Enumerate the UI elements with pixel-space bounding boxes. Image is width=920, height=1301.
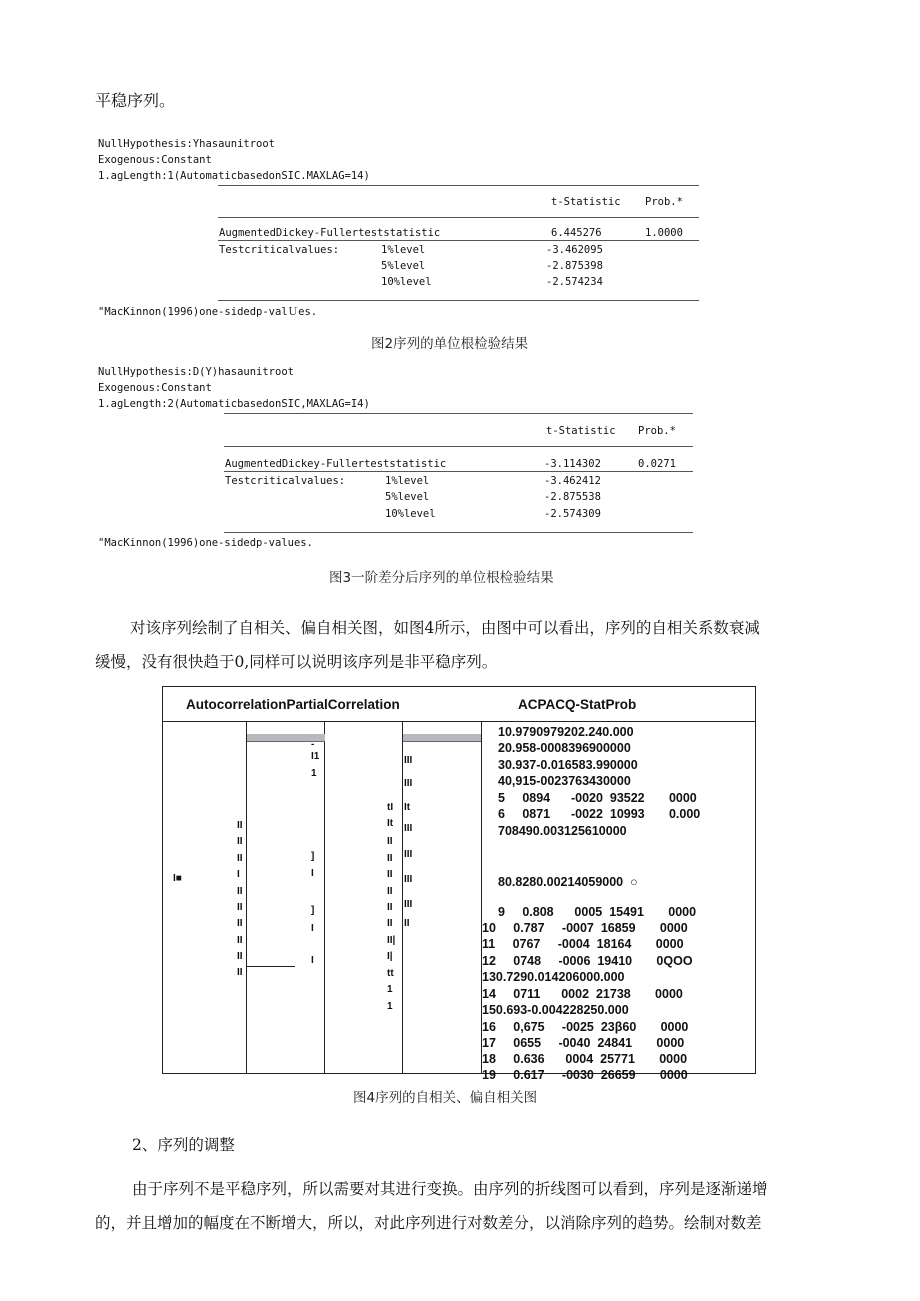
fig3-level-1: 1%level [385,475,430,487]
correlogram-mark: II [237,967,243,978]
correlogram-mark: It [387,818,394,829]
fig3-caption: 图3一阶差分后序列的单位根检验结果 [329,570,554,586]
correlogram-mark: II [237,853,243,864]
fig3-footnote: "MacKinnon(1996)one-sidedp-values. [98,537,313,549]
correlogram-row: 6 0871 -0022 10993 0.000 [498,807,701,821]
correlogram-row: 18 0.636 0004 25771 0000 [482,1052,688,1066]
acf-bar-bottom-line [247,966,295,967]
fig2-adf-rule [218,240,699,241]
fig2-top-rule [218,185,699,186]
fig2-col-prob: Prob.* [645,196,683,208]
section-heading: 2、序列的调整 [132,1136,235,1154]
fig3-value-1: -3.462412 [544,475,601,487]
correlogram-mark: tt [387,968,394,979]
correlogram-row: 40,915-0023763430000 [498,774,631,788]
correlogram-row: 80.8280.00214059000 ○ [498,875,638,889]
paragraph-2-line-2: 的，并且增加的幅度在不断增大，所以，对此序列进行对数差分，以消除序列的趋势。绘制对数差 [95,1214,762,1232]
correlogram-mark: II [387,853,393,864]
fig2-value-1: -3.462095 [546,244,603,256]
correlogram-mark: tI [387,802,394,813]
correlogram-mark: III [404,755,413,766]
fig3-level-10: 10%level [385,508,436,520]
correlogram-mark: I1 [311,751,320,762]
fig2-col-tstat: t-Statistic [551,196,621,208]
fig2-null-hypothesis: NullHypothesis:Yhasaunitroot [98,138,276,150]
correlogram-mark: I [237,869,240,880]
correlogram-mark: II [387,886,393,897]
fig2-header-rule [218,217,699,218]
correlogram-mark: II [237,951,243,962]
correlogram-row: 5 0894 -0020 93522 0000 [498,791,697,805]
correlogram-row: 12 0748 -0006 19410 0QOO [482,954,693,968]
correlogram-mark: ] [311,905,315,916]
correlogram-mark: I [311,868,314,879]
fig3-top-rule [224,413,693,414]
correlogram-row: 17 0655 -0040 24841 0000 [482,1036,685,1050]
correlogram-mark: III [404,823,413,834]
correlogram-row: 708490.003125610000 [498,824,627,838]
correlogram-mark: II| [387,935,396,946]
fig3-crit-label: Testcriticalvalues: [225,475,346,487]
fig3-value-5: -2.875538 [544,491,601,503]
fig2-exogenous: Exogenous:Constant [98,154,212,166]
fig3-adf-prob: 0.0271 [638,458,676,470]
intro-line: 平稳序列。 [95,91,176,110]
correlogram-mark: II [237,836,243,847]
correlogram-row: 130.7290.014206000.000 [482,970,625,984]
fig3-null-hypothesis: NullHypothesis:D(Y)hasaunitroot [98,366,294,378]
correlogram-mark: II [387,902,393,913]
fig2-level-1: 1%level [381,244,426,256]
correlogram-divider-1 [246,721,247,1073]
correlogram-header-left: AutocorrelationPartialCorrelation [186,697,400,712]
fig2-lag-length: 1.agLength:1(AutomaticbasedonSIC.MAXLAG=14) [98,170,370,182]
fig2-adf-prob: 1.0000 [645,227,683,239]
correlogram-divider-3 [402,721,403,1073]
correlogram-row: 150.693-0.004228250.000 [482,1003,629,1017]
fig3-exogenous: Exogenous:Constant [98,382,212,394]
fig3-col-tstat: t-Statistic [546,425,616,437]
correlogram-mark: - [311,739,315,750]
pacf-bar-top [403,734,481,742]
correlogram-mark: II [237,886,243,897]
correlogram-mark: II [387,918,393,929]
correlogram-row: 10.9790979202.240.000 [498,725,634,739]
correlogram-mark: II [404,918,410,929]
correlogram-mark: I| [387,951,393,962]
correlogram-mark: II [387,836,393,847]
fig2-adf-label: AugmentedDickey-Fullerteststatistic [219,227,441,239]
correlogram-mark: II [237,935,243,946]
fig2-caption: 图2序列的单位根检验结果 [371,336,529,352]
correlogram-mark: II [387,869,393,880]
correlogram-mark: III [404,874,413,885]
correlogram-mark: ] [311,851,315,862]
correlogram-mark: I [311,955,314,966]
correlogram-mark: II [237,902,243,913]
fig2-bottom-rule [218,300,699,301]
fig3-adf-tstat: -3.114302 [544,458,601,470]
correlogram-row: 11 0767 -0004 18164 0000 [482,937,684,951]
correlogram-divider-2 [324,721,325,1073]
fig3-header-rule [224,446,693,447]
fig2-crit-label: Testcriticalvalues: [219,244,340,256]
correlogram-row: 19 0.617 -0030 26659 0000 [482,1068,688,1082]
correlogram-header-right: ACPACQ-StatProb [518,697,637,712]
fig4-caption: 图4序列的自相关、偏自相关图 [353,1090,538,1106]
fig2-adf-tstat: 6.445276 [551,227,602,239]
correlogram-mark: 1 [387,984,393,995]
correlogram-mark: III [404,778,413,789]
fig3-adf-rule [224,471,693,472]
fig2-level-5: 5%level [381,260,426,272]
fig3-lag-length: 1.agLength:2(AutomaticbasedonSIC,MAXLAG=I4) [98,398,370,410]
correlogram-row: 9 0.808 0005 15491 0000 [498,905,697,919]
correlogram-row: 30.937-0.016583.990000 [498,758,638,772]
fig2-value-10: -2.574234 [546,276,603,288]
fig2-footnote: "MacKinnon(1996)one-sidedp-valＵes. [98,306,318,318]
correlogram-mark: 1 [311,768,317,779]
correlogram-mark: II [237,820,243,831]
fig2-level-10: 10%level [381,276,432,288]
correlogram-row: 16 0,675 -0025 23β60 0000 [482,1020,689,1034]
fig2-value-5: -2.875398 [546,260,603,272]
correlogram-header-rule [163,721,755,722]
correlogram-mark: II [237,918,243,929]
figure-4-correlogram [162,686,756,1082]
correlogram-mark: III [404,849,413,860]
fig3-bottom-rule [224,532,693,533]
correlogram-mark: III [404,899,413,910]
paragraph-1-line-2: 缓慢，没有很快趋于0,同样可以说明该序列是非平稳序列。 [95,653,498,671]
fig3-adf-label: AugmentedDickey-Fullerteststatistic [225,458,447,470]
correlogram-mark: It [404,802,411,813]
fig3-value-10: -2.574309 [544,508,601,520]
correlogram-row: 14 0711 0002 21738 0000 [482,987,683,1001]
correlogram-row: 20.958-0008396900000 [498,741,631,755]
paragraph-1-line-1: 对该序列绘制了自相关、偏自相关图，如图4所示，由图中可以看出，序列的自相关系数衰减 [130,619,760,637]
fig3-level-5: 5%level [385,491,430,503]
correlogram-row: 10 0.787 -0007 16859 0000 [482,921,688,935]
correlogram-mark: I■ [173,873,182,884]
fig3-col-prob: Prob.* [638,425,676,437]
paragraph-2-line-1: 由于序列不是平稳序列，所以需要对其进行变换。由序列的折线图可以看到，序列是逐渐递增 [132,1180,768,1198]
correlogram-mark: I [311,923,314,934]
correlogram-mark: 1 [387,1001,393,1012]
